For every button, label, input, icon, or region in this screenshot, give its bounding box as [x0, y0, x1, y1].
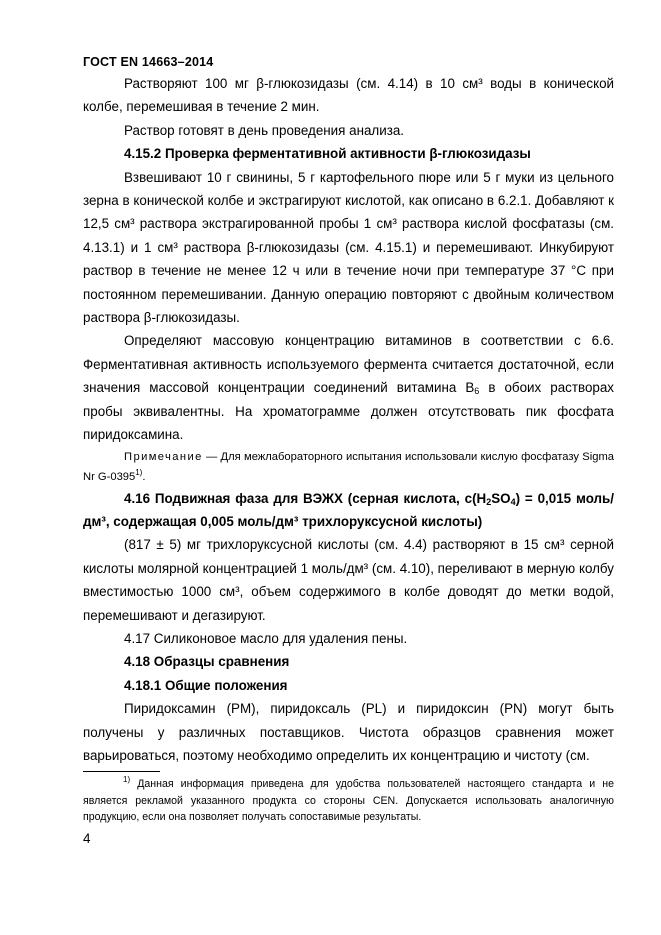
- paragraph-text-part: в обоих растворах пробы эквивалентны. На хроматограмме должен отсутствовать пик фосфата пиридоксамина.: [83, 380, 614, 443]
- footnote: [83, 776, 614, 826]
- paragraph-text-part: Определяют массовую концентрацию витаминов в соответствии с 6.6. Ферментативная активность используемого фермента считается достаточной, если значения массовой концентрации соединений витамина В: [83, 333, 614, 396]
- section-heading-4-18-1: 4.18.1 Общие положения: [124, 677, 288, 693]
- document-code-header: ГОСТ EN 14663–2014: [83, 55, 214, 69]
- section-heading-4-18: 4.18 Образцы сравнения: [124, 654, 290, 670]
- paragraph-trichloroacetic: (817 ± 5) мг трихлоруксусной кислоты (см. 4.4) растворяют в 15 см³ серной кислоты молярной концентрацией 1 моль/дм³ (см. 4.10), переливают в мерную колбу вместимостью 1000 см³, объем содержимого в колбе доводят до метки водой, перемешивают и дегазируют.: [83, 537, 614, 623]
- paragraph-silicone-oil: 4.17 Силиконовое масло для удаления пены.: [124, 630, 408, 646]
- note-text: — Для межлабораторного испытания использовали кислую фосфатазу Sigma Nr G-0395: [83, 450, 614, 483]
- paragraph-reference-samples: Пиридоксамин (PM), пиридоксаль (PL) и пиридоксин (PN) могут быть получены у различных поставщиков. Чистота образцов сравнения может варьироваться, поэтому необходимо определить их концентрацию и чистоту (см.: [83, 701, 614, 763]
- footnote-body: Данная информация приведена для удобства пользователей настоящего стандарта и не является рекламой указанного продукта со стороны CEN. Допускается использовать аналогичную продукцию, если она позволяет получать сопоставимые результаты.: [83, 778, 614, 823]
- section-heading-4-16: [83, 487, 614, 534]
- paragraph-prepare-day: Раствор готовят в день проведения анализа.: [124, 122, 405, 138]
- footnote-marker: 1): [123, 775, 131, 784]
- page-body: [83, 72, 614, 767]
- note-label: Примечание: [124, 450, 203, 463]
- subscript-six: 6: [474, 386, 480, 397]
- section-heading-4-15-2: 4.15.2 Проверка ферментативной активности β-глюкозидазы: [124, 146, 531, 162]
- heading-text-part: ) = 0,015 моль/дм³, содержащая 0,005 моль/дм³ трихлоруксусной кислоты): [83, 490, 615, 529]
- heading-text-part: SO: [491, 490, 511, 506]
- subscript-two: 2: [486, 496, 492, 507]
- footnote-reference: 1): [135, 467, 143, 477]
- paragraph-enzyme-check: Взвешивают 10 г свинины, 5 г картофельного пюре или 5 г муки из цельного зерна в конической колбе и экстрагируют кислотой, как описано в 6.2.1. Добавляют к 12,5 см³ раствора экстрагированной пробы 1 см³ раствора кислой фосфатазы (см. 4.13.1) и 1 см³ раствора β-глюкозидазы (см. 4.15.1) и перемешивают. Инкубируют раствор в течение не менее 12 ч или в течение ночи при температуре 37 °С при постоянном перемешивании. Данную операцию повторяют с двойным количеством раствора β-глюкозидазы.: [83, 169, 614, 326]
- subscript-four: 4: [510, 496, 516, 507]
- note-end: .: [142, 470, 146, 483]
- page-number: 4: [83, 831, 91, 846]
- heading-text-part: 4.16 Подвижная фаза для ВЭЖХ (серная кислота, с(H: [124, 490, 487, 506]
- paragraph-dissolve: Растворяют 100 мг β-глюкозидазы (см. 4.14) в 10 см³ воды в конической колбе, перемешивая в течение 2 мин.: [83, 76, 614, 115]
- footnote-text: [83, 776, 614, 826]
- note-paragraph: [83, 447, 614, 487]
- paragraph-mass-concentration: [83, 329, 614, 446]
- footnote-separator: [83, 771, 160, 772]
